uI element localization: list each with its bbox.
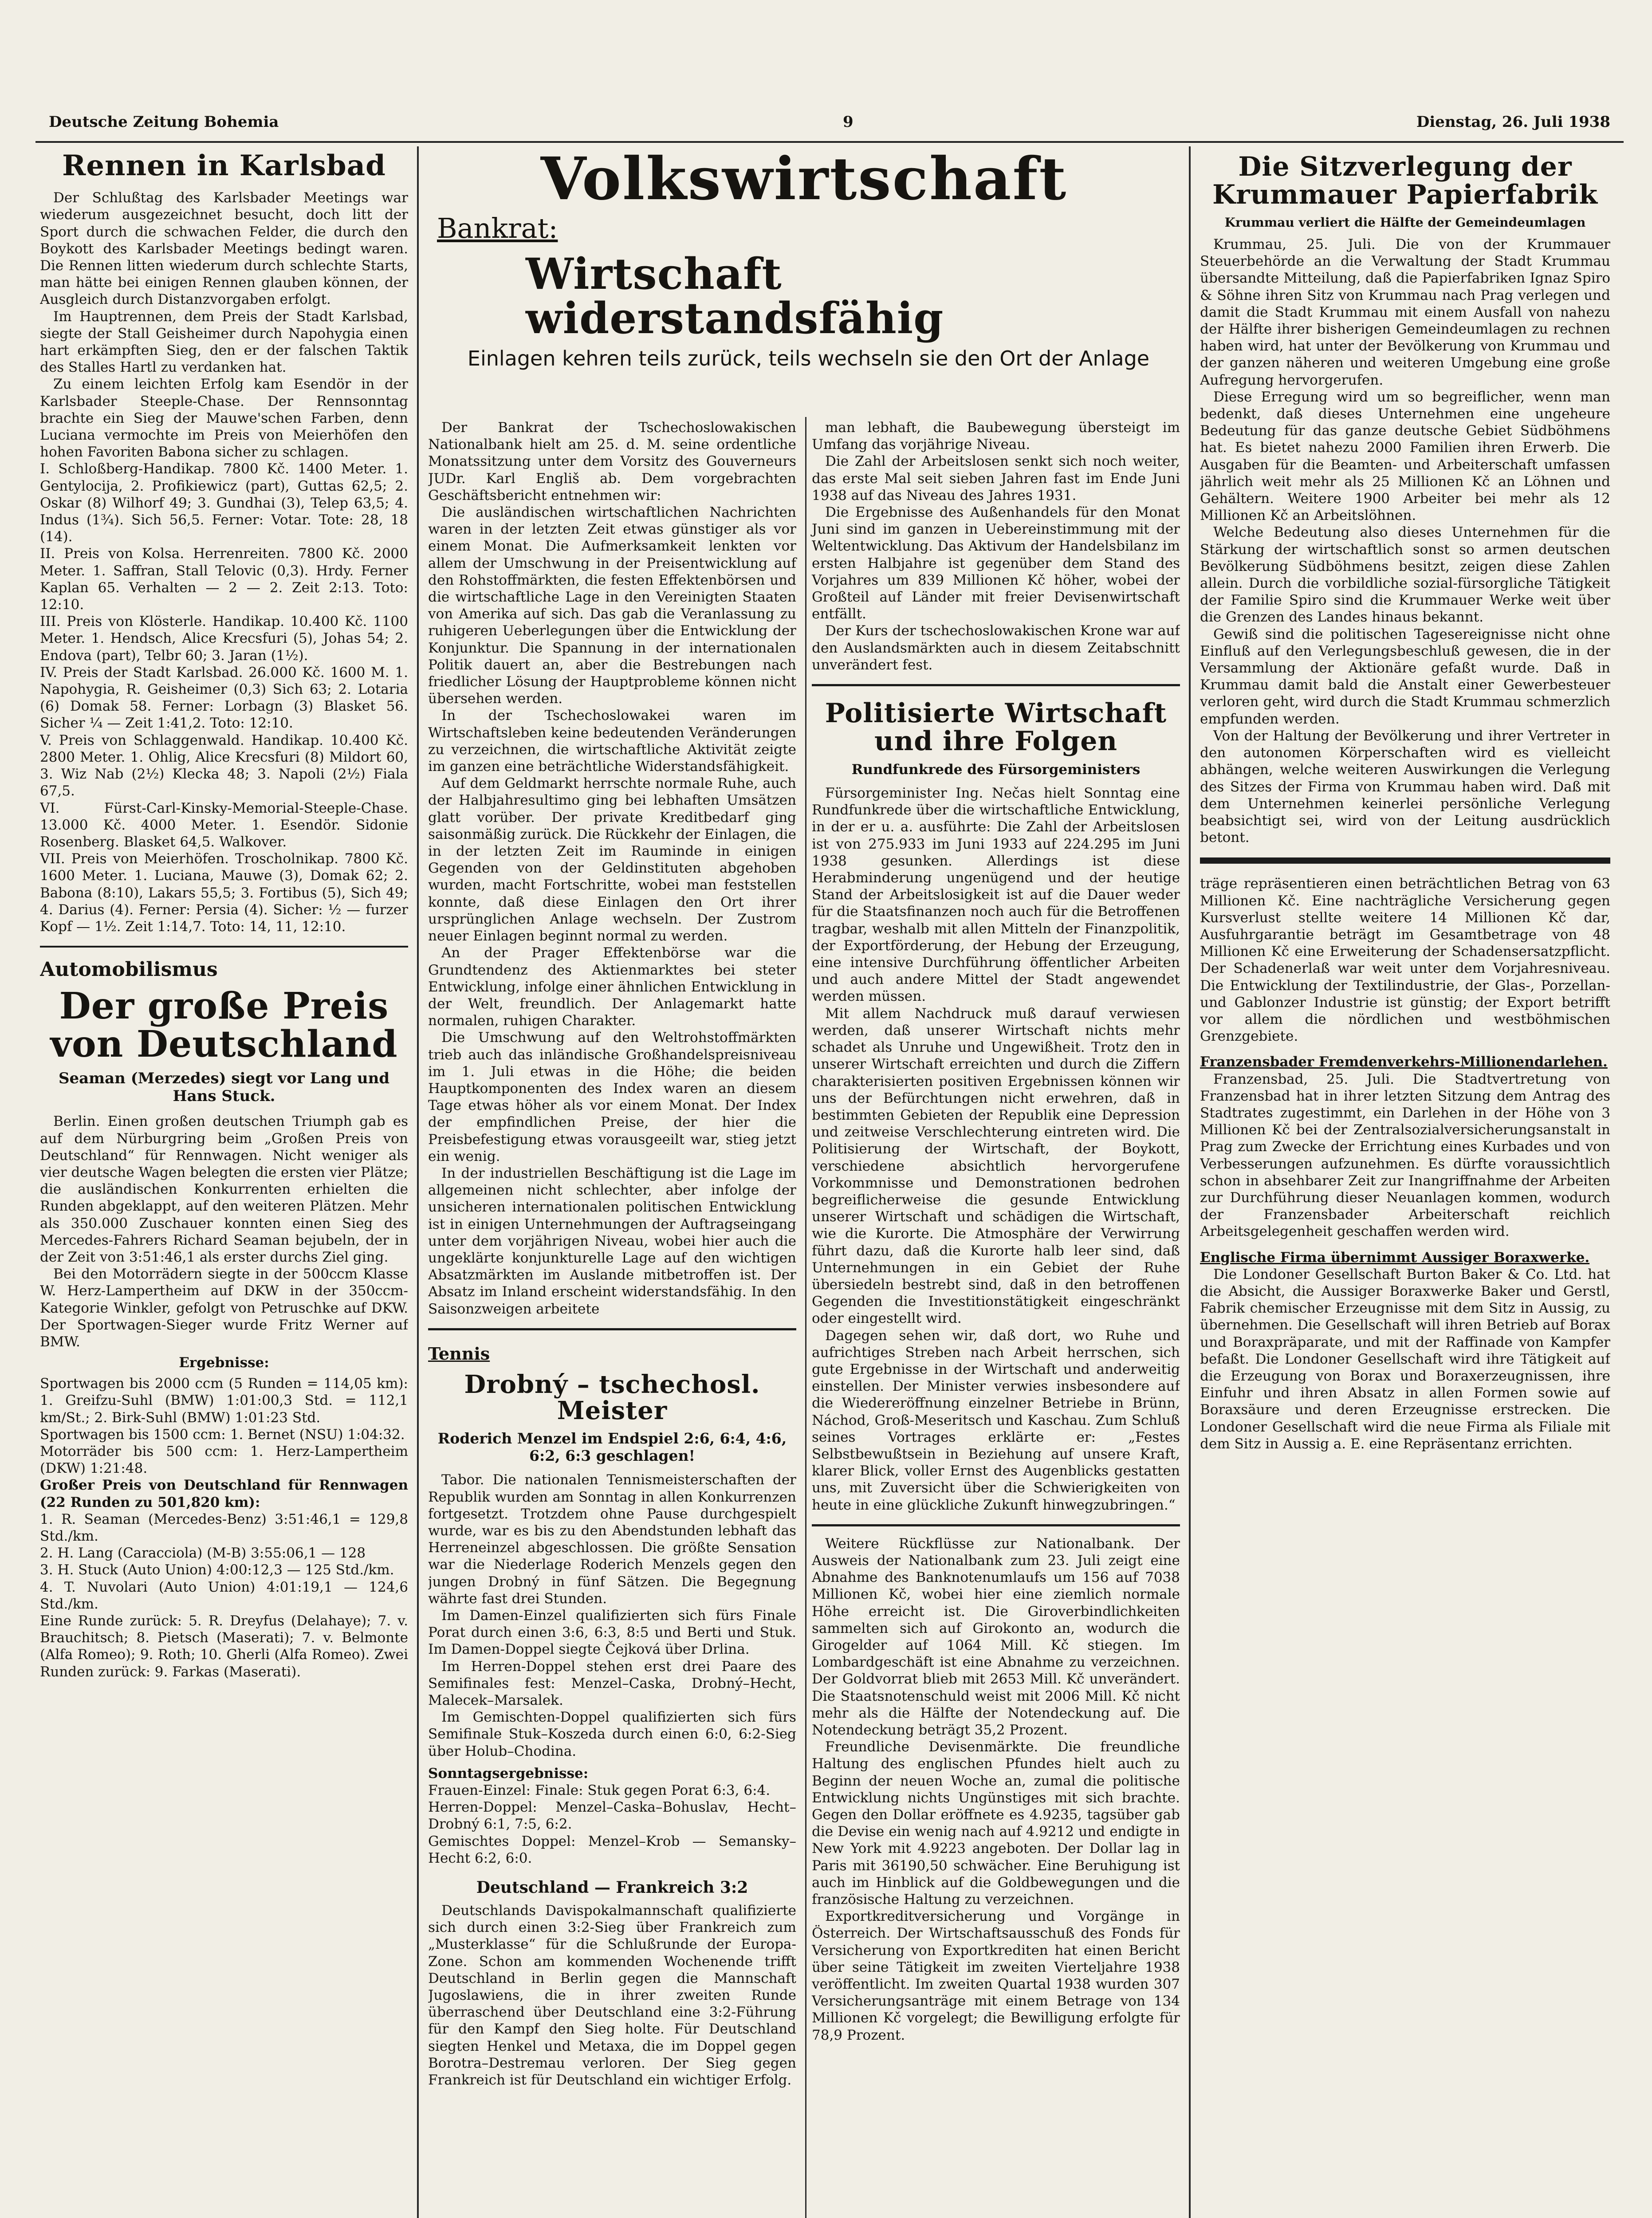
paragraph: Im Herren-Doppel stehen erst drei Paare des Semifinales fest: Menzel–Caska, Drobný–Hecht, Malecek–Marsalek.	[428, 1658, 796, 1708]
paragraph: Exportkreditversicherung und Vorgänge in Österreich. Der Wirtschaftsausschuß des Fonds für Versicherung von Exportkrediten hat einen Bericht über seine Tätigkeit im zweiten Vierteljahre 1938 veröffentlicht. Im zweiten Quartal 1938 wurden 307 Versicherungsanträge mit einem Betrage von 134 Millionen Kč vorgelegt; die Bewilligung erfolgte für 78,9 Prozent.	[812, 1908, 1180, 2043]
paragraph: In der industriellen Beschäftigung ist die Lage im allgemeinen nicht schlechter, aber infolge der unsicheren internationalen politischen Entwicklung ist in einigen Unternehmungen der Auftragseingang unter dem vorjährigen Niveau, wobei hier auch die ungeklärte konjunkturelle Lage auf den wichtigen Absatzmärkten im Auslande mitbetroffen ist. Der Absatz im Inland erscheint widerstandsfähig. In den Saisonzweigen arbeitete	[428, 1165, 796, 1317]
paragraph: Die ausländischen wirtschaftlichen Nachrichten waren in der letzten Zeit etwas günstiger als vor einem Monat. Die Aufmerksamkeit lenkten vor allem der Umschwung in der Preisentwicklung auf den Rohstoffmärkten, die festen Effektenbörsen und die wirtschaftliche Lage in den Vereinigten Staaten von Amerika auf sich. Das gab die Veranlassung zu ruhigeren Ueberlegungen über die Entwicklung der Konjunktur. Die Spannung in der internationalen Politik dauert an, aber die Bestrebungen nach friedlicher Lösung der Hauptprobleme können nicht übersehen werden.	[428, 504, 796, 707]
paragraph: Gewiß sind die politischen Tagesereignisse nicht ohne Einfluß auf den Verlegungsbeschluß gewesen, die in der Versammlung der Aktionäre gefaßt wurde. Daß in Krummau damit bald die Anstalt einer Gewerbesteuer verloren geht, wird durch die Stadt Krummau schmerzlich empfunden werden.	[1200, 626, 1610, 727]
headline-davis-cup: Deutschland — Frankreich 3:2	[476, 1878, 748, 1897]
paragraph: Krummau, 25. Juli. Die von der Krummauer Steuerbehörde an die Verwaltung der Stadt Krummau übersandte Mitteilung, daß die Papierfabriken Ignaz Spiro & Söhne ihren Sitz von Krummau nach Prag verlegen und damit die Stadt Krummau mit einem Ausfall von nahezu der Hälfte ihrer bisherigen Gemeindeumlagen zu rechnen haben wird, hat unter der Bevölkerung von Krummau und der ganzen näheren und weiteren Umgebung eine große Aufregung hervorgerufen.	[1200, 236, 1610, 388]
race-result: V. Preis von Schlaggenwald. Handikap. 10.400 Kč. 2800 Meter. 1. Ohlig, Alice Krecsfuri (8) Mildort 60, 3. Wiz Nab (2½) Klecka 48; 3. Napoli (2½) Fiala 67,5.	[40, 732, 408, 799]
paragraph: Die Ergebnisse des Außenhandels für den Monat Juni sind im ganzen in Uebereinstimmung mit der Weltentwicklung. Das Aktivum der Handelsbilanz im ersten Halbjahre ist gegenüber dem Stand des Vorjahres um 839 Millionen Kč höher, wobei der Großteil auf Länder mit freier Devisenwirtschaft entfällt.	[812, 504, 1180, 622]
column-center	[428, 149, 1180, 2218]
headline-drobny: Drobný – tschechosl. Meister	[464, 1369, 760, 1425]
result-line: 1. R. Seaman (Mercedes-Benz) 3:51:46,1 = 129,8 Std./km.	[40, 1511, 408, 1544]
result-line: Gemischtes Doppel: Menzel–Krob — Semansky–Hecht 6:2, 6:0.	[428, 1833, 796, 1866]
result-line: 2. H. Lang (Caracciola) (M-B) 3:55:06,1 — 128	[40, 1545, 366, 1561]
kicker-bankrat: Bankrat:	[437, 212, 558, 244]
headline-karlsbad: Rennen in Karlsbad	[62, 149, 386, 182]
paragraph: Zu einem leichten Erfolg kam Esendör in der Karlsbader Steeple-Chase. Der Rennsonntag brachte ein Sieg der Mauwe'schen Farben, denn Luciana vermochte im Preis von Meierhöfen den hohen Favoriten Babona sicher zu schlagen.	[40, 376, 408, 460]
kicker-automobilismus: Automobilismus	[40, 958, 218, 981]
headline-boraxwerke: Englische Firma übernimmt Aussiger Boraxwerke.	[1200, 1249, 1590, 1266]
result-line: Großer Preis von Deutschland für Rennwagen (22 Runden zu 501,820 km):	[40, 1477, 408, 1510]
subheadline-rundfunkrede: Rundfunkrede des Fürsorgeministers	[851, 762, 1141, 778]
column-right	[1200, 149, 1610, 2218]
paragraph: Weitere Rückflüsse zur Nationalbank. Der Ausweis der Nationalbank zum 23. Juli zeigt eine Abnahme des Banknotenumlaufs um 156 auf 7038 Millionen Kč, wobei hier eine ziemlich normale Höhe erreicht ist. Die Giroverbindlichkeiten sammelten sich auf Girokonto an, wodurch die Girogelder auf 1064 Mill. Kč stiegen. Im Lombardgeschäft ist eine Abnahme zu verzeichnen. Der Goldvorrat blieb mit 2653 Mill. Kč unverändert. Die Staatsnotenschuld weist mit 2006 Mill. Kč nicht mehr als die Hälfte der Notendeckung auf. Die Notendeckung beträgt 35,2 Prozent.	[812, 1535, 1180, 1738]
result-line: Herren-Doppel: Menzel–Caska–Bohuslav, Hecht–Drobný 6:1, 7:5, 6:2.	[428, 1799, 796, 1833]
column-left	[40, 149, 408, 2218]
result-line: Sportwagen bis 1500 ccm: 1. Bernet (NSU) 1:04:32.	[40, 1426, 405, 1443]
paper-name: Deutsche Zeitung Bohemia	[49, 113, 279, 131]
paragraph: Die Zahl der Arbeitslosen senkt sich noch weiter, das erste Mal seit sieben Jahren fast im Ende Juni 1938 auf das Niveau des Jahres 1931.	[812, 453, 1180, 503]
result-line: 3. H. Stuck (Auto Union) 4:00:12,3 — 125 Std./km.	[40, 1562, 394, 1578]
paragraph: Von der Haltung der Bevölkerung und ihrer Vertreter in den autonomen Körperschaften wird es vielleicht abhängen, welche weiteren Auswirkungen die Verlegung des Sitzes der Firma von Krummau haben wird. Daß mit dem Unternehmen keinerlei persönliche Verlegung beabsichtigt sei, wird von der Leitung ausdrücklich betont.	[1200, 728, 1610, 846]
headline-sitzverlegung: Die Sitzverlegung der Krummauer Papierfabrik	[1212, 151, 1598, 210]
result-line: 4. T. Nuvolari (Auto Union) 4:01:19,1 — 124,6 Std./km.	[40, 1579, 408, 1612]
masthead	[35, 113, 1624, 140]
result-line: Sportwagen bis 2000 ccm (5 Runden = 114,05 km): 1. Greifzu-Suhl (BMW) 1:01:00,3 Std. = 112,1 km/St.; 2. Birk-Suhl (BMW) 1:01:23 Std.	[40, 1376, 408, 1426]
section-title-volkswirtschaft: Volkswirtschaft	[540, 149, 1068, 213]
paragraph: Welche Bedeutung also dieses Unternehmen für die Stärkung der wirtschaftlich sonst so armen deutschen Bevölkerung Südböhmens besitzt, zeigen diese Zahlen allein. Durch die vorbildliche sozial-fürsorgliche Tätigkeit der Familie Spiro sind die Krummauer Werke weit über die Grenzen des Landes hinaus bekannt.	[1200, 524, 1610, 625]
column-rule	[1189, 146, 1191, 2218]
paragraph: In der Tschechoslowakei waren im Wirtschaftsleben keine bedeutenden Veränderungen zu verzeichnen, die wirtschaftliche Aktivität zeigte im ganzen eine beträchtliche Widerstandsfähigkeit.	[428, 708, 796, 775]
paragraph: Auf dem Geldmarkt herrschte normale Ruhe, auch der Halbjahresultimo ging bei lebhaften Umsätzen glatt vorüber. Der private Kreditbedarf ging saisonmäßig zurück. Die Rückkehr der Einlagen, die in der letzten Zeit im Rauminde in einigen Gegenden von der Geldinstituten abgehoben wurden, macht Fortschritte, wobei man feststellen konnte, daß diese Einlagen den Ort ihrer ursprünglichen Anlage wechseln. Der Zustrom neuer Einlagen beginnt normal zu werden.	[428, 775, 796, 944]
paragraph: Dagegen sehen wir, daß dort, wo Ruhe und aufrichtiges Streben nach Arbeit herrschen, sich gute Ergebnisse in der Wirtschaft und anderweitig einstellen. Der Minister verwies insbesondere auf die Wiedereröffnung einzelner Betriebe in Brünn, Náchod, Groß-Meseritsch und Kaschau. Zum Schluß seines Vortrages erklärte er: „Festes Selbstbewußtsein in Beziehung auf unsere Kraft, klarer Blick, voller Ernst des Augenblicks gestatten uns, mit Zuversicht über die Schwierigkeiten von heute in eine glückliche Zukunft hinwegzubringen.“	[812, 1327, 1180, 1513]
section-rule	[40, 946, 408, 948]
race-result: II. Preis von Kolsa. Herrenreiten. 7800 Kč. 2000 Meter. 1. Saffran, Stall Telovic (0,3). Hrdy. Ferner Kaplan 65. Verhalten — 2 — 2. Zeit 2:13. Toto: 12:10.	[40, 546, 408, 613]
paragraph: Der Kurs der tschechoslowakischen Krone war auf den Auslandsmärkten auch in diesem Zeitabschnitt unverändert fest.	[812, 623, 1180, 673]
result-line: Motorräder bis 500 ccm: 1. Herz-Lampertheim (DKW) 1:21:48.	[40, 1443, 408, 1477]
paragraph: Tabor. Die nationalen Tennismeisterschaften der Republik wurden am Sonntag in allen Konkurrenzen fortgesetzt. Trotzdem ohne Pause durchgespielt wurde, war es bis zu den Abendstunden lebhaft das Herreneinzel abgeschlossen. Die größte Sensation war die Niederlage Roderich Menzels gegen den jungen Drobný in fünf Sätzen. Die Begegnung währte fast drei Stunden.	[428, 1472, 796, 1607]
result-line: Eine Runde zurück: 5. R. Dreyfus (Delahaye); 7. v. Brauchitsch; 8. Pietsch (Maserati); 7. v. Belmonte (Alfa Romeo); 9. Roth; 10. Gherli (Alfa Romeo). Zwei Runden zurück: 9. Farkas (Maserati).	[40, 1613, 408, 1680]
paragraph: Deutschlands Davispokalmannschaft qualifizierte sich durch einen 3:2-Sieg über Frankreich zum „Musterklasse“ für die Schlußrunde der Europa-Zone. Schon am kommenden Wochenende trifft Deutschland in Berlin gegen die Mannschaft Jugoslawiens, die in ihrer zweiten Runde überraschend über Deutschland eine 3:2-Führung für den Kampf den Sieg holte. Für Deutschland siegten Henkel und Metaxa, die im Doppel gegen Borotra–Destremau verloren. Der Sieg gegen Frankreich ist für Deutschland ein wichtiger Erfolg.	[428, 1903, 796, 2088]
headline-politisierte-wirtschaft: Politisierte Wirtschaft und ihre Folgen	[825, 698, 1167, 757]
kicker-tennis: Tennis	[428, 1343, 490, 1364]
paragraph: Bei den Motorrädern siegte in der 500ccm Klasse W. Herz-Lampertheim auf DKW in der 350ccm-Kategorie Winkler, gefolgt von Petruschke auf DKW. Der Sportwagen-Sieger wurde Fritz Werner auf BMW.	[40, 1266, 408, 1350]
paragraph: man lebhaft, die Baubewegung übersteigt im Umfang das vorjährige Niveau.	[812, 420, 1180, 453]
paragraph: Franzensbad, 25. Juli. Die Stadtvertretung von Franzensbad hat in ihrer letzten Sitzung dem Antrag des Stadtrates zugestimmt, ein Darlehen in der Höhe von 3 Millionen Kč bei der Zentralsozialversicherungsanstalt in Prag zum Zwecke der Errichtung eines Kurbades und von Verbesserungen aufzunehmen. Es dürfte voraussichtlich schon in absehbarer Zeit zur Inangriffnahme der Arbeiten zur Durchführung dieser Neuanlagen kommen, wodurch der Franzensbader Arbeiterschaft reichlich Arbeitsgelegenheit geschaffen werden wird.	[1200, 1071, 1610, 1240]
results-heading: Ergebnisse:	[179, 1355, 269, 1371]
page-number: 9	[843, 113, 854, 131]
paragraph: Der Bankrat der Tschechoslowakischen Nationalbank hielt am 25. d. M. seine ordentliche Monatssitzung unter dem Vorsitz des Gouverneurs JUDr. Karl Engliš ab. Dem vorgebrachten Geschäftsbericht entnehmen wir:	[428, 420, 796, 503]
subcolumn-left	[428, 419, 796, 2088]
paragraph: Fürsorgeminister Ing. Nečas hielt Sonntag eine Rundfunkrede über die wirtschaftliche Entwicklung, in der er u. a. ausführte: Die Zahl der Arbeitslosen ist von 275.933 im Juni 1933 auf 224.295 im Juni 1938 gesunken. Allerdings ist diese Herabminderung ungenügend und der heutige Stand der Arbeitslosigkeit ist auf die Dauer weder für die Staatsfinanzen noch auch für die Betroffenen tragbar, weshalb mit allen Mitteln der Finanzpolitik, der Exportförderung, der Hebung der Erzeugung, eine intensive Durchführung öffentlicher Arbeiten und auch andere Mittel der Stadt angewendet werden müssen.	[812, 785, 1180, 1005]
subcolumn-right	[812, 419, 1180, 2044]
section-rule	[428, 1328, 796, 1330]
paragraph: Freundliche Devisenmärkte. Die freundliche Haltung des englischen Pfundes hielt auch zu Beginn der neuen Woche an, zumal die politische Entwicklung nichts Ungünstiges mit sich brachte. Gegen den Dollar eröffnete es 4.9235, tagsüber gab die Devise ein wenig nach auf 4.9212 und endigte in New York mit 4.9223 angeboten. Der Dollar lag in Paris mit 36190,50 schwächer. Eine Beruhigung ist auch im Hinblick auf die Goldbewegungen und die französische Haltung zu verzeichnen.	[812, 1739, 1180, 1908]
subheadline-einlagen: Einlagen kehren teils zurück, teils wechseln sie den Ort der Anlage	[467, 346, 1150, 371]
paragraph: Der Schlußtag des Karlsbader Meetings war wiederum ausgezeichnet besucht, doch litt der Sport durch die schwachen Felder, die durch den Boykott des Karlsbader Meetings bedingt waren. Die Rennen litten wiederum durch schlechte Starts, man hätte bei einigen Rennen glauben können, der Ausgleich durch Distanzvorgaben erfolgt.	[40, 190, 408, 308]
subheadline-tennis: Roderich Menzel im Endspiel 2:6, 6:4, 4:6, 6:2, 6:3 geschlagen!	[437, 1430, 787, 1465]
race-result: IV. Preis der Stadt Karlsbad. 26.000 Kč. 1600 M. 1. Napohygia, R. Geisheimer (0,3) Sich 63; 2. Lotaria (6) Domak 58. Ferner: Lorbagn (3) Blasket 56. Sicher ¼ — Zeit 1:41,2. Toto: 12:10.	[40, 664, 408, 731]
section-rule-thick	[1200, 857, 1610, 864]
section-rule	[812, 684, 1180, 686]
race-result: III. Preis von Klösterle. Handikap. 10.400 Kč. 1100 Meter. 1. Hendsch, Alice Krecsfuri (5), Johas 54; 2. Endova (part), Telbr 60; 3. Jaran (1½).	[40, 613, 408, 664]
paragraph: Im Gemischten-Doppel qualifizierten sich fürs Semifinale Stuk–Koszeda durch einen 6:0, 6:2-Sieg über Holub–Chodina.	[428, 1709, 796, 1759]
masthead-rule	[35, 141, 1624, 143]
headline-franzensbad: Franzensbader Fremdenverkehrs-Millionendarlehen.	[1200, 1054, 1608, 1070]
paragraph: Im Damen-Einzel qualifizierten sich fürs Finale Porat durch einen 3:6, 6:3, 8:5 und Berti und Stuk. Im Damen-Doppel siegte Čejková über Drlina.	[428, 1607, 796, 1658]
paragraph: Diese Erregung wird um so begreiflicher, wenn man bedenkt, daß dieses Unternehmen eine ungeheure Bedeutung für das ganze deutsche Gebiet Südböhmens hat. Es bietet nahezu 2000 Familien ihren Erwerb. Die Ausgaben für die Beamten- und Arbeiterschaft umfassen jährlich weit mehr als 25 Millionen Kč an Löhnen und Gehältern. Weitere 1900 Arbeiter bei mehr als 12 Millionen Kč an Arbeitslöhnen.	[1200, 389, 1610, 524]
paragraph: träge repräsentieren einen beträchtlichen Betrag von 63 Millionen Kč. Eine nachträgliche Versicherung gegen Kursverlust stellte weitere 14 Millionen Kč dar, Ausfuhrgarantie beträgt im Gesamtbetrage von 48 Millionen Kč eine Erweiterung der Schadensersatzpflicht. Der Schadenerlaß war weit unter dem Vorjahresniveau. Die Entwicklung der Textilindustrie, der Glas-, Porzellan- und Gablonzer Industrie ist günstig; der Export betrifft vor allem die nördlichen und westböhmischen Grenzgebiete.	[1200, 876, 1610, 1045]
paragraph: An der Prager Effektenbörse war die Grundtendenz des Aktienmarktes bei steter Entwicklung, infolge einer ähnlichen Entwicklung in der Welt, freundlich. Der Anlagemarkt hatte normalen, ruhigen Charakter.	[428, 945, 796, 1029]
headline-wirtschaft: Wirtschaft widerstandsfähig	[526, 248, 944, 344]
paragraph: Im Hauptrennen, dem Preis der Stadt Karlsbad, siegte der Stall Geisheimer durch Napohygia einen hart erkämpften Sieg, den er der falschen Taktik des Stalles Hartl zu verdanken hat.	[40, 308, 408, 376]
paragraph: Mit allem Nachdruck muß darauf verwiesen werden, daß unserer Wirtschaft nichts mehr schadet als Unruhe und Ungewißheit. Trotz den in unserer Wirtschaft erreichten und durch die Ziffern charakterisierten positiven Ergebnissen können wir uns der Befürchtungen nicht erwehren, daß in bestimmten Gebieten der Republik eine Depression und zeitweise Verschlechterung eintreten wird. Die Politisierung der Wirtschaft, der Boykott, verschiedene absichtlich hervorgerufene Vorkommnisse und Demonstrationen bedrohen begreiflicherweise die gesunde Entwicklung unserer Wirtschaft und schädigen die Wirtschaft, wie die Kurorte. Die Atmosphäre der Verwirrung führt dazu, daß die Kurorte halb leer sind, daß Unternehmungen in ein Gebiet der Ruhe übersiedeln bestrebt sind, daß in den betroffenen Gegenden die Investitionstätigkeit eingeschränkt oder eingestellt wird.	[812, 1005, 1180, 1327]
paragraph: Berlin. Einen großen deutschen Triumph gab es auf dem Nürburgring beim „Großen Preis von Deutschland“ für Rennwagen. Nicht weniger als vier deutsche Wagen belegten die ersten vier Plätze; die ausländischen Konkurrenten erhielten die Runden abgeklappt, auf den weiteren Plätzen. Mehr als 350.000 Zuschauer konnten einen Sieg des Mercedes-Fahrers Richard Seaman bejubeln, der in der Zeit von 3:51:46,1 als erster durchs Ziel ging.	[40, 1113, 408, 1265]
column-rule	[417, 146, 419, 2218]
paragraph: Die Londoner Gesellschaft Burton Baker & Co. Ltd. hat die Absicht, die Aussiger Boraxwerke Baker und Gerstl, Fabrik chemischer Erzeugnisse mit dem Sitz in Aussig, zu übernehmen. Die Gesellschaft will ihren Betrieb auf Borax und Boraxpräparate, und mit der Raffinade von Kampfer befaßt. Die Londoner Gesellschaft wird ihre Tätigkeit auf die Erzeugung von Borax und Boraxerzeugnissen, ihre Einfuhr und ihren Absatz in allen Formen sowie auf Boraxsäure und deren Erzeugnisse erstrecken. Die Londoner Gesellschaft wird die neue Firma als Filiale mit dem Sitz in Aussig a. E. eine Repräsentanz errichten.	[1200, 1266, 1610, 1452]
result-line: Frauen-Einzel: Finale: Stuk gegen Porat 6:3, 6:4.	[428, 1782, 771, 1799]
race-result: VII. Preis von Meierhöfen. Troscholnikap. 7800 Kč. 1600 Meter. 1. Luciana, Mauwe (3), Domak 62; 2. Babona (8:10), Lakars 55,5; 3. Fortibus (5), Sich 49; 4. Darius (4). Ferner: Persia (4). Sicher: ½ — furzer Kopf — 1½. Zeit 1:14,7. Toto: 14, 11, 12:10.	[40, 851, 408, 935]
paragraph: Die Umschwung auf den Weltrohstoffmärkten trieb auch das inländische Großhandelspreisniveau im 1. Juli etwas in die Höhe; die beiden Hauptkomponenten des Index waren an diesem Tage etwas höher als vor einem Monat. Der Index der empfindlichen Preise, der hier die Preisbefestigung etwas vorausgeeilt war, stieg jetzt ein wenig.	[428, 1030, 796, 1164]
race-result: VI. Fürst-Carl-Kinsky-Memorial-Steeple-Chase. 13.000 Kč. 4000 Meter. 1. Esendör. Sidonie Rosenberg. Blasket 64,5. Walkover.	[40, 800, 408, 850]
issue-date: Dienstag, 26. Juli 1938	[1416, 113, 1610, 131]
results-heading: Sonntagsergebnisse:	[428, 1765, 589, 1781]
subheadline-krummau: Krummau verliert die Hälfte der Gemeindeumlagen	[1224, 215, 1586, 230]
headline-grosser-preis: Der große Preis von Deutschland	[50, 985, 398, 1066]
section-rule	[812, 1524, 1180, 1526]
subheadline: Seaman (Merzedes) siegt vor Lang und Hans Stuck.	[58, 1070, 390, 1105]
race-result: I. Schloßberg-Handikap. 7800 Kč. 1400 Meter. 1. Gentylocija, 2. Profikiewicz (part), Guttas 62,5; 2. Oskar (8) Wilhorf 49; 3. Gundhai (3), Telep 63,5; 4. Indus (1¾). Sich 56,5. Ferner: Votar. Tote: 28, 18 (14).	[40, 461, 408, 545]
